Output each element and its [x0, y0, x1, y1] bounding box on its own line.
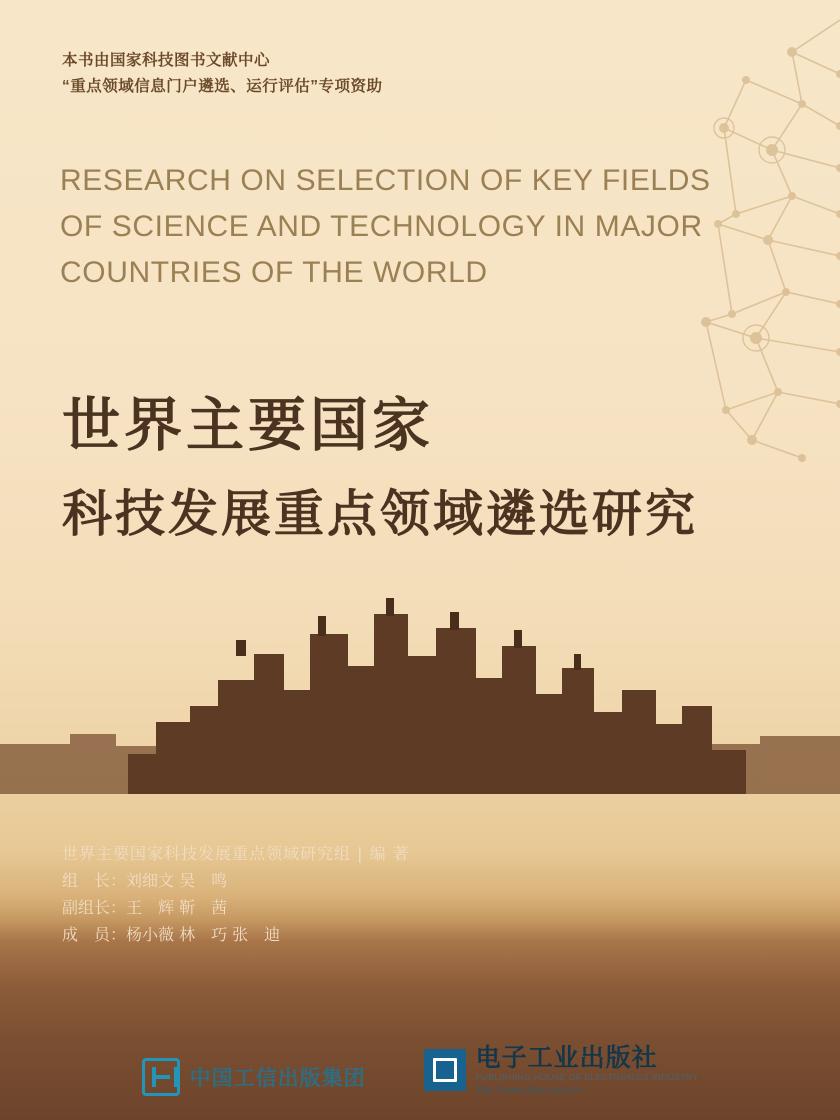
phei-name: 电子工业出版社 [475, 1042, 658, 1072]
cn-publishing-group-logo [142, 1058, 366, 1096]
phei-mark-icon [424, 1049, 466, 1091]
chinese-title-line-2: 科技发展重点领域遴选研究 [62, 485, 698, 543]
english-title-line-2: OF SCIENCE AND TECHNOLOGY IN MAJOR [60, 210, 703, 243]
sponsor-line-1: 本书由国家科技图书文献中心 [62, 52, 271, 69]
english-title-line-1: RESEARCH ON SELECTION OF KEY FIELDS [60, 164, 711, 197]
cn-publishing-group-name: 中国工信出版集团 [189, 1066, 366, 1090]
chinese-title-line-1: 世界主要国家 [62, 391, 435, 459]
cn-publishing-group-mark-icon [142, 1058, 180, 1096]
phei-logo [424, 1044, 699, 1096]
publisher-logos [0, 1044, 840, 1096]
credits-block [62, 840, 410, 948]
phei-subtitle: PUBLISHING HOUSE OF ELECTRONICS INDUSTRY [475, 1071, 699, 1082]
phei-text-block [476, 1044, 699, 1096]
credits-members: 成 员：杨小薇 林 巧 张 迪 [62, 925, 281, 944]
sponsor-note [62, 48, 383, 100]
credits-leader: 组 长：刘细文 吴 鸣 [62, 871, 228, 890]
credits-deputy-leader: 副组长：王 辉 靳 茜 [62, 898, 228, 917]
credits-organization: 世界主要国家科技发展重点领域研究组 | 编 著 [62, 844, 410, 863]
phei-url: http://www.phei.com.cn [475, 1084, 583, 1096]
city-skyline-illustration [0, 594, 840, 794]
english-title-line-3: COUNTRIES OF THE WORLD [60, 256, 488, 289]
sponsor-line-2: “重点领域信息门户遴选、运行评估”专项资助 [62, 78, 383, 95]
english-title [60, 158, 711, 296]
